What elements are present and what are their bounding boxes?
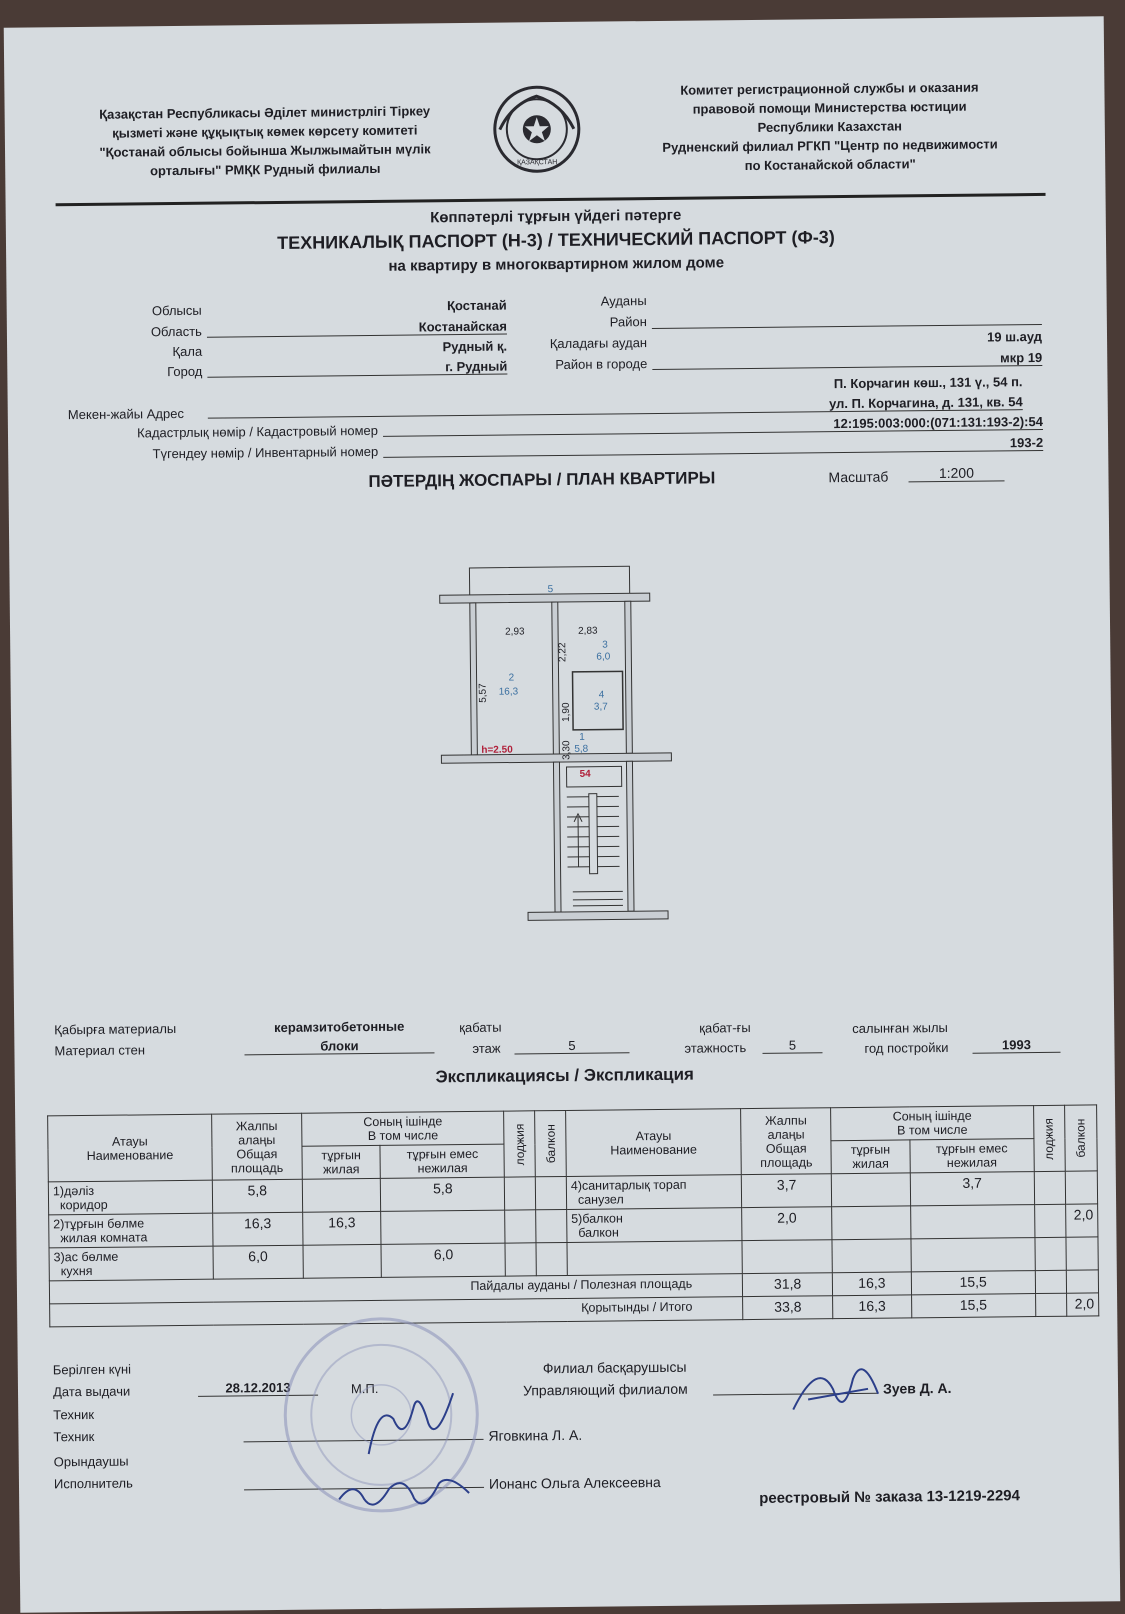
header-left xyxy=(45,101,486,182)
floors-label-ru: этажность xyxy=(684,1040,747,1056)
title-main: ТЕХНИКАЛЫҚ ПАСПОРТ (Н-3) / ТЕХНИЧЕСКИЙ ПАСПОРТ (Ф-3) xyxy=(277,227,835,253)
partition-wall xyxy=(552,602,560,754)
row-living: 16,3 xyxy=(302,1211,381,1245)
dim-kitchen-length: 2,22 xyxy=(557,642,569,663)
floor-value: 5 xyxy=(514,1037,629,1054)
useful-loggia xyxy=(1035,1270,1066,1293)
row-name xyxy=(567,1241,743,1276)
row-total: 3,7 xyxy=(742,1174,832,1208)
header-incl-ru: В том числе xyxy=(897,1122,968,1138)
row-balcony xyxy=(535,1176,566,1209)
dim-corridor-length: 3,30 xyxy=(561,740,573,761)
row-living xyxy=(832,1206,911,1240)
row-balcony xyxy=(536,1209,567,1242)
row-living xyxy=(832,1239,911,1273)
row-loggia xyxy=(505,1243,536,1276)
row-nonliving: 5,8 xyxy=(381,1177,505,1211)
kala-label-kz: Қала xyxy=(172,343,203,360)
year-value: 1993 xyxy=(972,1037,1060,1054)
row-name xyxy=(567,1208,743,1243)
kala-audan-value-ru: мкр 19 xyxy=(652,350,1042,370)
header-right-line: по Костанайской области" xyxy=(744,156,916,174)
scale-label: Масштаб xyxy=(828,468,889,486)
scale-value: 1:200 xyxy=(908,464,1004,482)
technician-signature xyxy=(358,1383,469,1464)
row-total: 16,3 xyxy=(213,1212,303,1246)
wall-value-2: блоки xyxy=(244,1037,434,1055)
header-total-line: площадь xyxy=(230,1160,284,1175)
tech-label-kz: Техник xyxy=(53,1406,95,1423)
top-wall xyxy=(440,593,650,603)
explication-table xyxy=(47,1104,1099,1327)
row-name-kz: 5)балкон xyxy=(571,1211,623,1226)
exec-name: Ионанс Ольга Алексеевна xyxy=(488,1474,661,1492)
header-name-ru: Наименование xyxy=(86,1147,174,1163)
header-right-line: Республики Казахстан xyxy=(757,118,903,135)
manager-signature xyxy=(778,1349,889,1430)
row-name-ru: кухня xyxy=(60,1263,93,1279)
room3-area: 6,0 xyxy=(596,651,611,663)
header-total-line: Общая xyxy=(765,1140,807,1156)
state-emblem xyxy=(491,84,582,175)
useful-balcony xyxy=(1066,1270,1099,1293)
header-right xyxy=(614,77,1045,176)
kala-label-ru: Город xyxy=(167,363,203,380)
floor-plan xyxy=(429,561,678,944)
row-name-kz: 4)санитарлық торап xyxy=(570,1177,687,1193)
header-right-line: Рудненский филиал РГКП "Центр по недвижимости xyxy=(662,136,998,155)
header-total-line: площадь xyxy=(760,1154,813,1170)
row-loggia xyxy=(505,1177,536,1210)
inventory-value: 193-2 xyxy=(383,435,1043,458)
tech-name: Яговкина Л. А. xyxy=(488,1426,583,1444)
header-total-line: Жалпы xyxy=(765,1112,807,1128)
header-nonliving-kz: тұрғын емес xyxy=(406,1146,479,1162)
itogo-nonliving: 15,5 xyxy=(911,1294,1035,1318)
oblys-value-ru: Костанайская xyxy=(207,319,507,338)
tech-label-ru: Техник xyxy=(53,1428,95,1445)
row-name-ru: коридор xyxy=(59,1197,108,1213)
row-name-ru: жилая комната xyxy=(60,1230,148,1246)
ceiling-height: h=2.50 xyxy=(481,744,513,756)
dim-bath-length: 1,90 xyxy=(560,702,573,723)
issue-date: 28.12.2013 xyxy=(198,1380,318,1397)
header-nonliving-ru: нежилая xyxy=(946,1155,998,1170)
apartment-number: 54 xyxy=(579,768,591,780)
header-loggia-2: лоджия xyxy=(1033,1105,1064,1171)
itogo-loggia xyxy=(1035,1293,1066,1316)
stair-right-wall xyxy=(626,761,634,911)
header-incl-2 xyxy=(831,1106,1034,1141)
head-label-ru: Управляющий филиалом xyxy=(522,1380,688,1399)
address-value-ru: ул. П. Корчагина, д. 131, кв. 54 xyxy=(208,394,1023,419)
row-name-kz: 3)ас бөлме xyxy=(53,1249,119,1265)
header-balcony-2: балкон xyxy=(1064,1105,1097,1171)
room4-area: 3,7 xyxy=(593,701,608,713)
room2-number: 2 xyxy=(508,672,515,684)
row-name-kz: 1)дәліз xyxy=(52,1183,95,1199)
row-name xyxy=(566,1175,742,1210)
row-name xyxy=(49,1246,213,1281)
explication-title: Экспликациясы / Экспликация xyxy=(435,1064,695,1087)
title-kz: Көппәтерлі тұрғын үйдегі пәтерге xyxy=(430,206,682,227)
header-total-2 xyxy=(741,1108,832,1175)
audan-label-ru: Район xyxy=(609,314,647,330)
header-total xyxy=(212,1113,303,1180)
kala-audan-value-kz: 19 ш.ауд xyxy=(987,328,1043,345)
itogo-balcony: 2,0 xyxy=(1066,1293,1099,1316)
header-incl-kz: Соның ішінде xyxy=(363,1114,443,1130)
floors-value: 5 xyxy=(762,1037,822,1054)
exec-label-ru: Исполнитель xyxy=(53,1475,133,1492)
header-name-2 xyxy=(566,1109,742,1177)
header-total-line: Жалпы xyxy=(235,1118,278,1133)
floors-label-kz: қабат-ғы xyxy=(699,1020,751,1036)
header-total-line: алаңы xyxy=(767,1126,805,1142)
row-living xyxy=(831,1173,910,1207)
header-name xyxy=(48,1114,213,1182)
cadastral-label: Кадастрлық нөмір / Кадастровый номер xyxy=(137,422,379,441)
header-living xyxy=(302,1145,381,1179)
row-loggia xyxy=(505,1210,536,1243)
row-total: 2,0 xyxy=(742,1207,832,1241)
row-name-ru: санузел xyxy=(577,1192,624,1207)
title-ru: на квартиру в многоквартирном жилом доме xyxy=(388,254,725,275)
balcony-number: 5 xyxy=(547,584,554,596)
plan-title: ПӘТЕРДІҢ ЖОСПАРЫ / ПЛАН КВАРТИРЫ xyxy=(368,468,716,492)
room4-number: 4 xyxy=(598,689,605,701)
kala-value-ru: г. Рудный xyxy=(207,359,507,378)
wall-label-kz: Қабырға материалы xyxy=(54,1021,177,1038)
header-name-ru: Наименование xyxy=(610,1142,698,1158)
dim-room2-length: 5,57 xyxy=(477,683,489,703)
header-nonliving-2 xyxy=(910,1139,1034,1173)
header-living-ru: жилая xyxy=(323,1162,360,1177)
oblys-label-ru: Область xyxy=(150,323,202,340)
header-living-ru: жилая xyxy=(852,1156,889,1171)
room1-area: 5,8 xyxy=(574,743,589,755)
stair-flight xyxy=(589,794,598,874)
row-balcony xyxy=(536,1242,567,1275)
stair-left-wall xyxy=(553,762,561,912)
wall-value-1: керамзитобетонные xyxy=(274,1018,405,1036)
floor-label-ru: этаж xyxy=(472,1040,501,1056)
useful-living: 16,3 xyxy=(832,1272,911,1296)
row-balcony xyxy=(1065,1171,1098,1204)
stair-treads-bottom xyxy=(573,891,623,906)
useful-total: 31,8 xyxy=(743,1273,833,1297)
header-left-line: қызметі және құқықтық көмек көрсету комитеті xyxy=(112,122,418,141)
row-nonliving xyxy=(911,1238,1035,1272)
audan-value xyxy=(652,308,1042,329)
room1-number: 1 xyxy=(579,731,585,743)
stair-arrow xyxy=(574,814,583,867)
oblys-value-kz: Қостанай xyxy=(446,297,507,314)
row-loggia xyxy=(1034,1171,1065,1204)
row-nonliving: 6,0 xyxy=(381,1243,505,1277)
header-right-line: Комитет регистрационной службы и оказания xyxy=(680,79,979,98)
header-incl-kz: Соның ішінде xyxy=(892,1108,972,1124)
header-left-line: орталығы" РМҚК Рудный филиалы xyxy=(149,160,381,179)
header-living-kz: тұрғын xyxy=(321,1148,361,1163)
header-total-line: Общая xyxy=(236,1146,278,1161)
row-total: 6,0 xyxy=(213,1245,303,1279)
header-living-2 xyxy=(831,1140,910,1174)
kala-audan-label-ru: Район в городе xyxy=(555,356,648,373)
row-name xyxy=(49,1213,213,1248)
floor-label-kz: қабаты xyxy=(459,1019,502,1036)
year-label-kz: салынған жылы xyxy=(852,1019,948,1036)
stair-bottom-wall xyxy=(528,911,668,920)
cadastral-value: 12:195:003:000:(071:131:193-2):54 xyxy=(383,414,1043,437)
audan-label-kz: Ауданы xyxy=(600,293,647,309)
row-loggia xyxy=(1034,1204,1065,1237)
header-left-line: "Қостанай облысы бойынша Жылжымайтын мүлік xyxy=(99,141,431,160)
dim-kitchen-width: 2,83 xyxy=(578,625,598,637)
kala-value-kz: Рудный қ. xyxy=(442,338,508,355)
head-name: Зуев Д. А. xyxy=(882,1379,952,1397)
oblys-label-kz: Облысы xyxy=(151,302,202,319)
passport-sheet xyxy=(4,16,1121,1612)
header-name-kz: Атауы xyxy=(635,1128,672,1143)
row-nonliving: 3,7 xyxy=(910,1172,1034,1206)
useful-label: Пайдалы ауданы / Полезная площадь xyxy=(49,1274,742,1304)
issue-label-ru: Дата выдачи xyxy=(52,1383,131,1400)
header-incl xyxy=(301,1111,504,1146)
useful-nonliving: 15,5 xyxy=(911,1271,1035,1295)
stair-landing xyxy=(567,766,622,787)
row-name-ru: балкон xyxy=(578,1225,619,1240)
row-nonliving xyxy=(910,1205,1034,1239)
year-label-ru: год постройки xyxy=(864,1039,949,1056)
stair-treads-right xyxy=(597,796,620,866)
itogo-total: 33,8 xyxy=(743,1296,833,1320)
header-balcony: балкон xyxy=(535,1110,566,1176)
exec-label-kz: Орындаушы xyxy=(53,1453,129,1470)
executor-signature xyxy=(329,1463,480,1525)
itogo-living: 16,3 xyxy=(833,1295,912,1319)
row-balcony: 2,0 xyxy=(1065,1204,1098,1237)
row-nonliving xyxy=(381,1210,505,1244)
header-incl-ru: В том числе xyxy=(367,1128,439,1144)
header-loggia: лоджия xyxy=(504,1111,535,1177)
row-name-kz: 2)тұрғын бөлме xyxy=(53,1216,145,1232)
emblem-text: ҚАЗАҚСТАН xyxy=(517,159,558,167)
header-left-line: Қазақстан Республикасы Әділет министрлігі Тіркеу xyxy=(99,103,431,122)
address-label: Мекен-жайы Адрес xyxy=(67,405,184,423)
header-name-kz: Атауы xyxy=(111,1133,148,1149)
kala-audan-label-kz: Қаладағы аудан xyxy=(549,335,648,352)
head-label-kz: Филиал басқарушысы xyxy=(542,1358,687,1377)
row-living xyxy=(302,1178,381,1212)
header-total-line: алаңы xyxy=(238,1132,276,1147)
row-total xyxy=(742,1240,832,1274)
mp-mark: М.П. xyxy=(350,1380,379,1397)
row-balcony xyxy=(1065,1237,1098,1270)
row-name xyxy=(48,1180,212,1215)
dim-room2-width: 2,93 xyxy=(505,626,525,638)
wall-label-ru: Материал стен xyxy=(54,1042,146,1059)
room3-number: 3 xyxy=(602,639,608,651)
header-nonliving-ru: нежилая xyxy=(417,1161,468,1176)
issue-label-kz: Берілген күні xyxy=(52,1361,132,1378)
header-nonliving-kz: тұрғын емес xyxy=(935,1141,1008,1157)
itogo-label: Қорытынды / Итого xyxy=(50,1297,743,1327)
header-right-line: правовой помощи Министерства юстиции xyxy=(692,98,967,117)
header-nonliving xyxy=(380,1144,504,1178)
row-loggia xyxy=(1035,1237,1066,1270)
left-wall xyxy=(470,603,478,755)
address-value-kz: П. Корчагин көш., 131 ү., 54 п. xyxy=(833,374,1023,392)
right-wall xyxy=(625,601,633,753)
inventory-label: Түгендеу нөмір / Инвентарный номер xyxy=(152,443,379,462)
header-living-kz: тұрғын xyxy=(850,1142,891,1157)
registry-number: реестровый № заказа 13-1219-2294 xyxy=(759,1487,1021,1507)
row-living xyxy=(303,1244,382,1278)
room2-area: 16,3 xyxy=(498,686,519,698)
row-total: 5,8 xyxy=(212,1179,302,1213)
